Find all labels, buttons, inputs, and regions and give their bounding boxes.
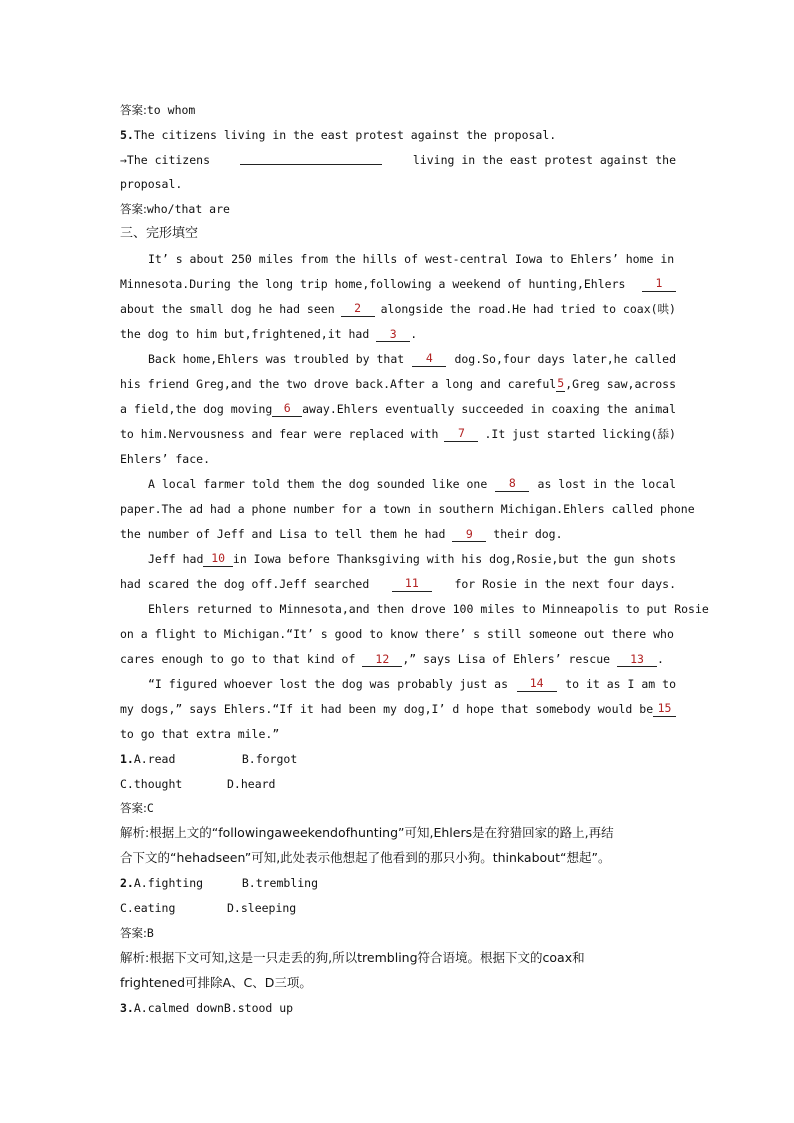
p2-line5: Ehlers’ face.: [120, 452, 211, 466]
q3-option-a[interactable]: A.calmed down: [133, 1001, 224, 1015]
blank-10[interactable]: 10: [203, 551, 233, 567]
q2-option-b[interactable]: B.trembling: [241, 876, 319, 890]
q3-option-b[interactable]: B.stood up: [223, 1001, 294, 1015]
q2-option-d[interactable]: D.sleeping: [227, 901, 297, 915]
q1-option-c[interactable]: C.thought: [120, 777, 183, 791]
q2-analysis-line2: frightened可排除A、C、D三项。: [120, 975, 312, 990]
q3-options-ab: 3.A.calmed downB.stood up: [120, 1001, 294, 1015]
blank-13[interactable]: 13: [617, 652, 657, 667]
q1-answer: 答案:C: [120, 801, 154, 815]
p2-line4: to him.Nervousness and fear were replaced with 7 .It just started licking(舔): [120, 426, 676, 441]
q2-answer: 答案:B: [120, 926, 154, 940]
blank-8[interactable]: 8: [495, 476, 529, 492]
q2-options-ab: 2.A.fighting B.trembling: [120, 876, 319, 890]
blank-7[interactable]: 7: [444, 426, 478, 442]
q5-rewrite: →The citizens living in the east protest against the: [120, 153, 676, 167]
blank-2[interactable]: 2: [341, 301, 375, 317]
p4-line2: had scared the dog off.Jeff searched 11 for Rosie in the next four days.: [120, 576, 676, 591]
q1-option-a[interactable]: A.read: [133, 752, 176, 766]
p1-line1: It’ s about 250 miles from the hills of west-central Iowa to Ehlers’ home in: [148, 252, 675, 266]
answer-label: 答案:: [120, 103, 147, 117]
p2-line2: his friend Greg,and the two drove back.After a long and careful 5 ,Greg saw,across: [120, 376, 676, 391]
q5-sentence: 5.The citizens living in the east protest against the proposal.: [120, 128, 557, 142]
p5-line1: Ehlers returned to Minnesota,and then drove 100 miles to Minneapolis to put Rosie: [148, 602, 709, 616]
blank-4[interactable]: 4: [412, 351, 446, 367]
p3-line3: the number of Jeff and Lisa to tell them he had 9 their dog.: [120, 527, 563, 541]
blank-15[interactable]: 15: [653, 701, 676, 717]
q5-rewrite-tail: proposal.: [120, 177, 183, 191]
answer-text: to whom: [146, 103, 196, 117]
p4-line1: Jeff had 10 in Iowa before Thanksgiving with his dog,Rosie,but the gun shots: [148, 551, 676, 566]
p5-line3: cares enough to go to that kind of 12 ,” says Lisa of Ehlers’ rescue 13 .: [120, 652, 664, 666]
blank-1[interactable]: 1: [642, 276, 676, 292]
p2-line1: Back home,Ehlers was troubled by that 4 dog.So,four days later,he called: [148, 351, 676, 366]
blank-12[interactable]: 12: [362, 652, 402, 667]
p6-line2: my dogs,” says Ehlers.“If it had been my dog,I’ d hope that somebody would be 15: [120, 701, 676, 717]
q2-option-a[interactable]: A.fighting: [133, 876, 204, 890]
p1-line3: about the small dog he had seen 2 alongside the road.He had tried to coax(哄): [120, 301, 676, 316]
blank-5[interactable]: 5: [557, 376, 565, 390]
p2-line3: a field,the dog moving 6 away.Ehlers eventually succeeded in coaxing the animal: [120, 401, 676, 416]
q1-analysis-line2: 合下文的“hehadseen”可知,此处表示他想起了他看到的那只小狗。thinkabout“想起”。: [120, 850, 611, 865]
p3-line2: paper.The ad had a phone number for a town in southern Michigan.Ehlers called phone: [120, 502, 695, 516]
p3-line1: A local farmer told them the dog sounded like one 8 as lost in the local: [148, 476, 676, 491]
blank-3[interactable]: 3: [376, 327, 410, 342]
q1-option-d[interactable]: D.heard: [227, 777, 276, 791]
p5-line2: on a flight to Michigan.“It’ s good to know there’ s still someone out there who: [120, 627, 674, 641]
q5-answer-blank[interactable]: [240, 152, 382, 165]
blank-6[interactable]: 6: [272, 401, 302, 417]
q1-option-b[interactable]: B.forgot: [241, 752, 298, 766]
q2-analysis-line1: 解析:根据下文可知,这是一只走丢的狗,所以trembling符合语境。根据下文的coax和: [120, 950, 585, 965]
blank-14[interactable]: 14: [517, 676, 557, 692]
p6-line3: to go that extra mile.”: [120, 727, 280, 741]
prev-answer-line: [120, 102, 676, 118]
blank-11[interactable]: 11: [392, 576, 432, 592]
p1-line2: Minnesota.During the long trip home,following a weekend of hunting,Ehlers 1: [120, 276, 676, 292]
p6-line1: “I figured whoever lost the dog was probably just as 14 to it as I am to: [148, 676, 676, 691]
q1-options-ab: 1.A.read B.forgot: [120, 752, 298, 766]
q1-analysis-line1: 解析:根据上文的“followingaweekendofhunting”可知,Ehlers是在狩猎回家的路上,再结: [120, 825, 614, 840]
section-title: 三、完形填空: [120, 226, 199, 241]
blank-9[interactable]: 9: [452, 527, 486, 542]
q2-option-c[interactable]: C.eating: [120, 901, 176, 915]
q1-options-cd: [120, 776, 676, 792]
q2-options-cd: [120, 900, 676, 916]
q5-answer: 答案:who/that are: [120, 202, 230, 216]
p1-line4: the dog to him but,frightened,it had 3 .: [120, 327, 418, 341]
